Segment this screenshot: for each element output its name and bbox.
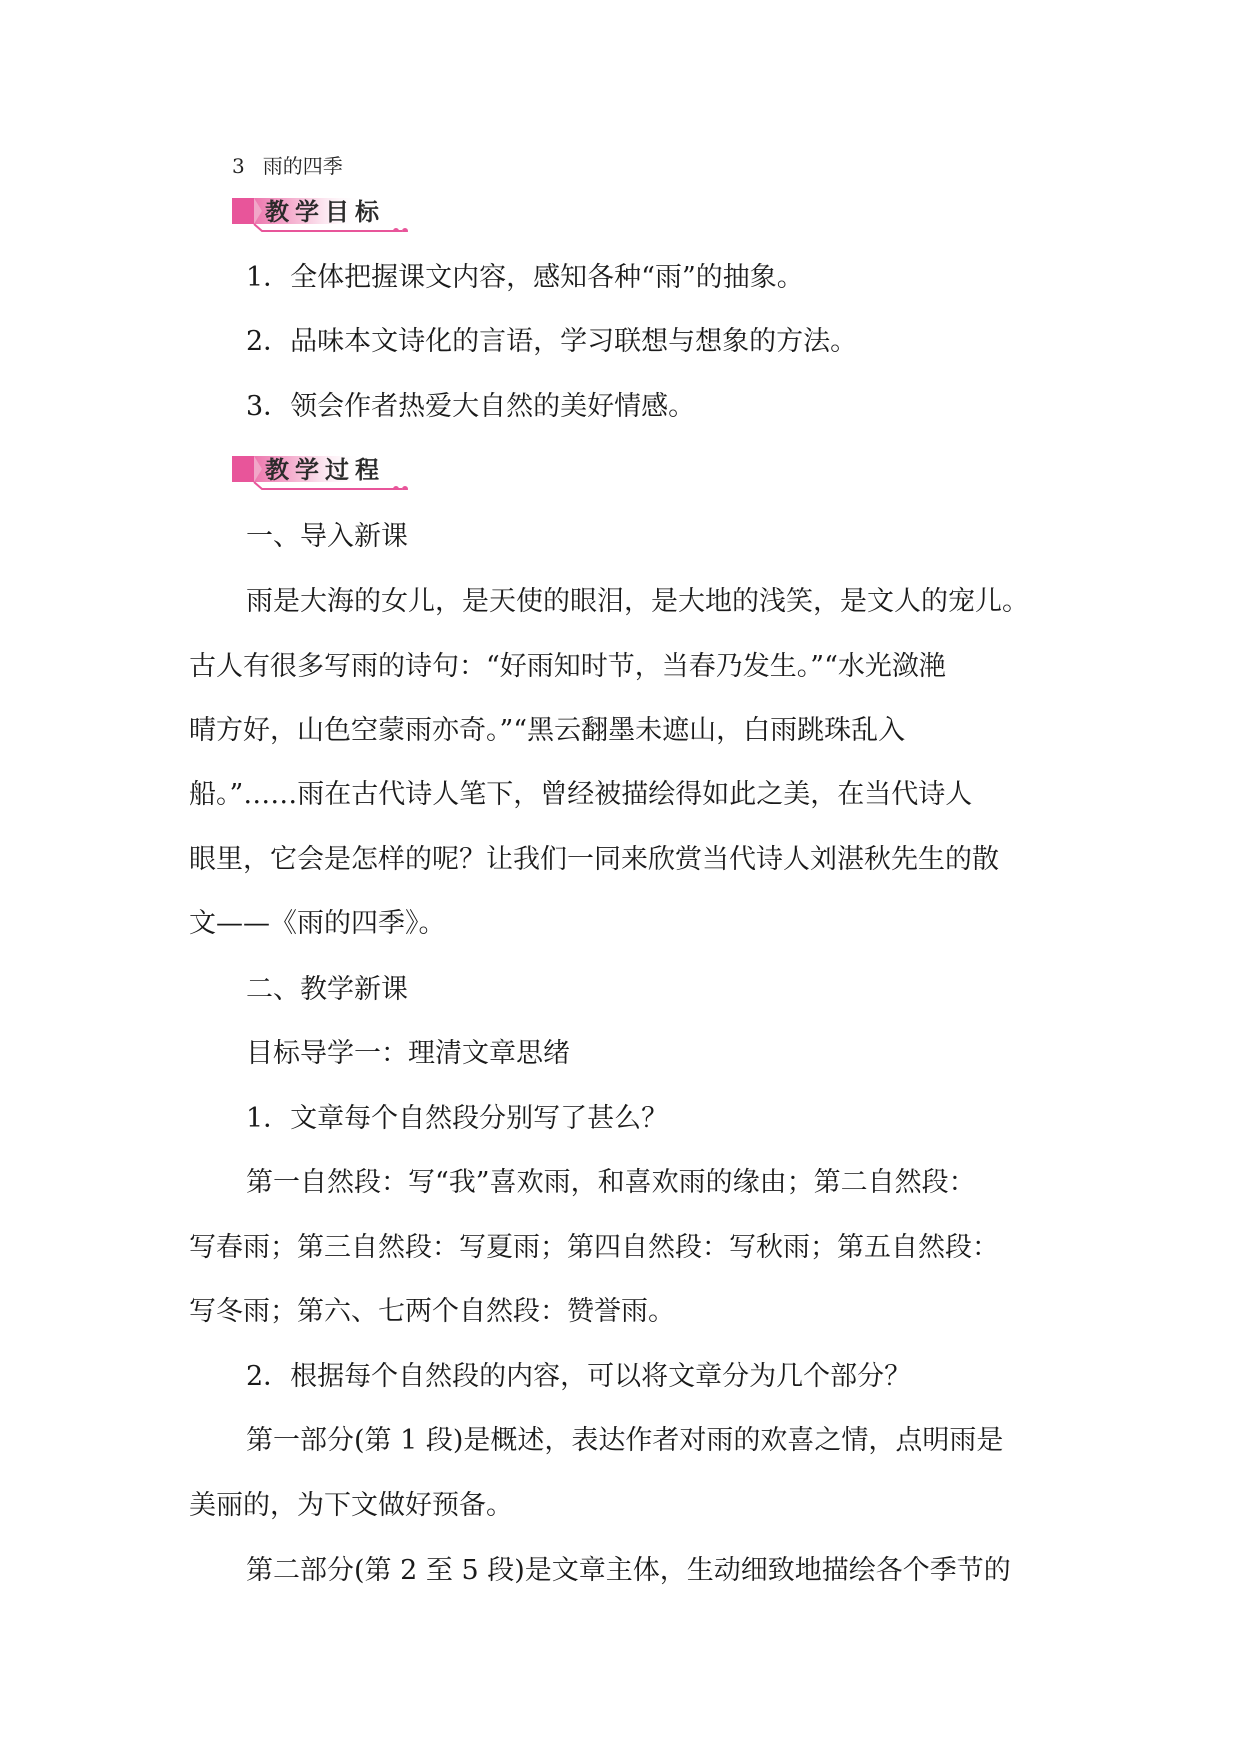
paragraph-line: 写春雨；第三自然段：写夏雨；第四自然段：写秋雨；第五自然段： [189,1232,999,1263]
lesson-title: 雨的四季 [262,154,343,178]
paragraph-line: 船。”……雨在古代诗人笔下，曾经被描绘得如此之美，在当代诗人 [189,779,973,810]
paragraph-line: 文——《雨的四季》。 [189,908,446,939]
objective-item: 1．全体把握课文内容，感知各种“雨”的抽象。 [246,262,804,293]
objective-item: 3．领会作者热爱大自然的美好情感。 [246,391,696,422]
paragraph-line: 眼里，它会是怎样的呢？让我们一同来欣赏当代诗人刘湛秋先生的散 [189,844,999,875]
paragraph-line: 第二部分(第 2 至 5 段)是文章主体，生动细致地描绘各个季节的 [246,1555,1011,1586]
objectives-title: 教学目标 [265,197,385,226]
objective-item: 2．品味本文诗化的言语，学习联想与想象的方法。 [246,326,858,357]
paragraph-line: 第一自然段：写“我”喜欢雨，和喜欢雨的缘由；第二自然段： [246,1167,976,1198]
objectives-banner [232,196,412,232]
lesson-number: 3 [232,154,245,178]
page-header [232,152,343,180]
question: 1．文章每个自然段分别写了甚么？ [246,1103,669,1134]
paragraph-line: 美丽的，为下文做好预备。 [189,1490,513,1521]
process-title: 教学过程 [265,455,385,484]
process-banner [232,454,412,490]
subheading: 目标导学一：理清文章思绪 [246,1038,570,1069]
paragraph-line: 古人有很多写雨的诗句：“好雨知时节，当春乃发生。”“水光潋滟 [189,651,946,682]
question: 2．根据每个自然段的内容，可以将文章分为几个部分？ [246,1361,912,1392]
subheading: 二、教学新课 [246,974,408,1005]
paragraph-line: 晴方好，山色空蒙雨亦奇。”“黑云翻墨未遮山，白雨跳珠乱入 [189,715,906,746]
subheading: 一、导入新课 [246,521,408,552]
paragraph-line: 写冬雨；第六、七两个自然段：赞誉雨。 [189,1296,675,1327]
paragraph-line: 雨是大海的女儿，是天使的眼泪，是大地的浅笑，是文人的宠儿。 [246,586,1029,617]
paragraph-line: 第一部分(第 1 段)是概述，表达作者对雨的欢喜之情，点明雨是 [246,1425,1004,1456]
